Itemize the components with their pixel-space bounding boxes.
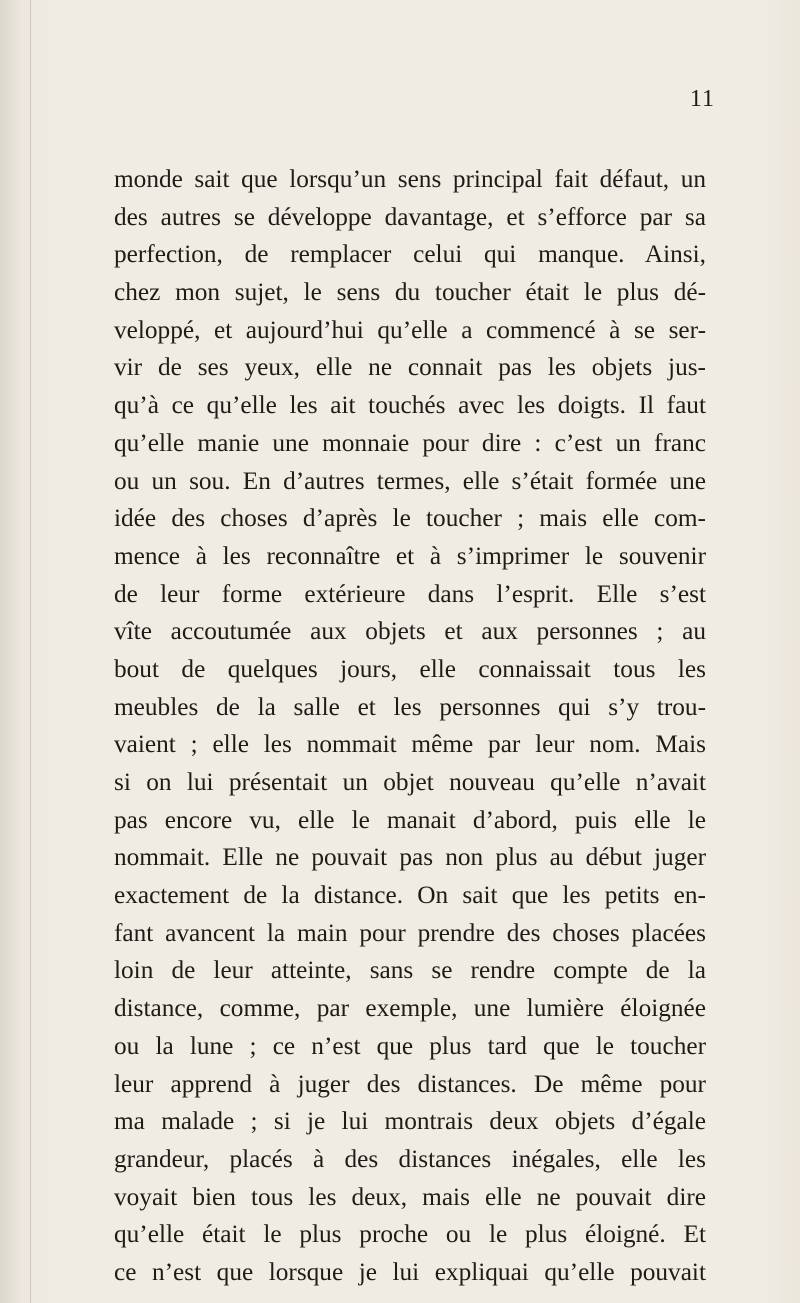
text-line: nommait. Elle ne pouvait pas non plus au début juger <box>114 843 706 872</box>
text-line: voyait bien tous les deux, mais elle ne pouvait dire <box>114 1182 706 1211</box>
text-line: grandeur, placés à des distances inégales, elle les <box>114 1144 706 1173</box>
text-line: veloppé, et aujourd’hui qu’elle a commencé à se ser- <box>114 315 706 344</box>
text-line: bout de quelques jours, elle connaissait tous les <box>114 654 706 683</box>
page-number: 11 <box>689 86 715 112</box>
text-line: monde sait que lorsqu’un sens principal fait défaut, un <box>114 165 706 193</box>
text-line: de leur forme extérieure dans l’esprit. Elle s’est <box>114 579 706 608</box>
text-line: ce n’est que lorsque je lui expliquai qu’elle pouvait <box>114 1257 706 1286</box>
text-line: distance, comme, par exemple, une lumière éloignée <box>114 994 706 1023</box>
text-line: qu’elle manie une monnaie pour dire : c’est un franc <box>114 428 706 457</box>
text-line: ou un sou. En d’autres termes, elle s’était formée une <box>114 466 706 495</box>
text-line: qu’à ce qu’elle les ait touchés avec les doigts. Il faut <box>114 391 706 420</box>
text-line: ou la lune ; ce n’est que plus tard que le toucher <box>114 1031 706 1060</box>
text-line: mence à les reconnaître et à s’imprimer le souvenir <box>114 541 706 570</box>
text-line: si on lui présentait un objet nouveau qu’elle n’avait <box>114 768 706 796</box>
text-line: pas encore vu, elle le manait d’abord, puis elle le <box>114 805 706 834</box>
text-line: vir de ses yeux, elle ne connait pas les objets jus- <box>114 353 706 382</box>
text-line: fant avancent la main pour prendre des choses placées <box>114 918 706 947</box>
page-gutter-edge <box>30 0 31 1303</box>
text-line: perfection, de remplacer celui qui manque. Ainsi, <box>114 240 706 269</box>
text-line: qu’elle était le plus proche ou le plus éloigné. Et <box>114 1220 706 1249</box>
text-line: ma malade ; si je lui montrais deux objets d’égale <box>114 1107 706 1136</box>
text-line: loin de leur atteinte, sans se rendre compte de la <box>114 956 706 985</box>
body-text <box>114 161 706 1292</box>
text-line: idée des choses d’après le toucher ; mais elle com- <box>114 504 706 533</box>
text-line: vîte accoutumée aux objets et aux personnes ; au <box>114 617 706 646</box>
text-line: meubles de la salle et les personnes qui s’y trou- <box>114 692 706 721</box>
text-line: vaient ; elle les nommait même par leur nom. Mais <box>114 730 706 759</box>
text-line: des autres se développe davantage, et s’efforce par sa <box>114 202 706 231</box>
text-line: leur apprend à juger des distances. De même pour <box>114 1069 706 1098</box>
text-line: chez mon sujet, le sens du toucher était le plus dé- <box>114 278 706 307</box>
text-line: exactement de la distance. On sait que les petits en- <box>114 881 706 910</box>
